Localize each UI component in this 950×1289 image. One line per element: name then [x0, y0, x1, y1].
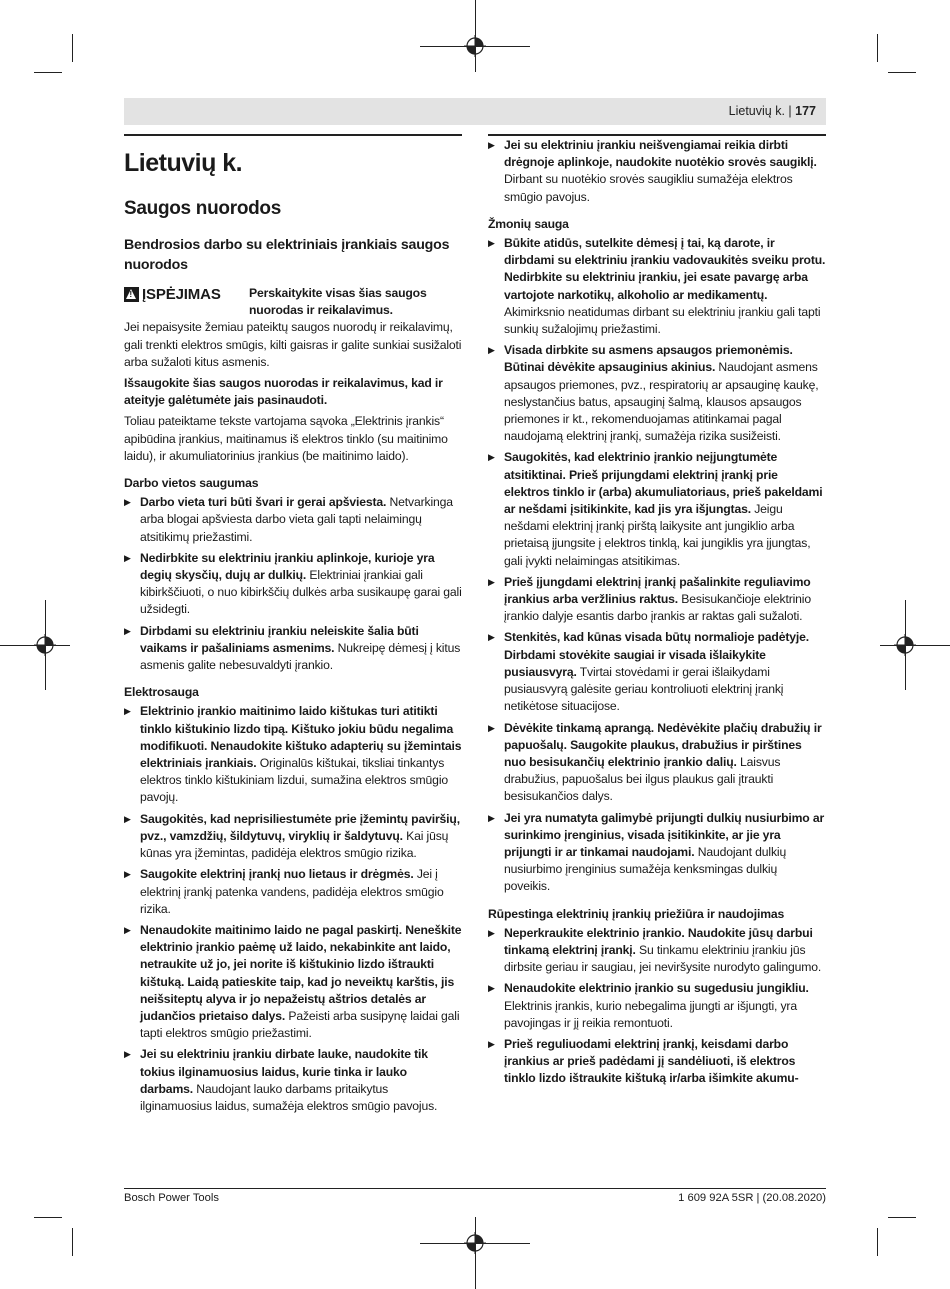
electrical-list-continued [488, 137, 826, 206]
list-item-bold: Jei su elektriniu įrankiu dirbate lauke, naudokite tik tokius ilginamuosius laidus, kurie tinka ir lauko darbams. [140, 1047, 428, 1096]
right-column [488, 134, 826, 1092]
list-item [124, 623, 462, 675]
list-item [124, 550, 462, 619]
list-item-bold: Jei yra numatyta galimybė prijungti dulkių nusiurbimo ar surinkimo įrenginius, visada įsitikinkite, ar jie yra prijungti ir ar tinkamai naudojami. [504, 810, 825, 859]
tool-care-heading: Rūpestinga elektrinių įrankių priežiūra ir naudojimas [488, 906, 785, 921]
crop-mark [34, 72, 62, 73]
list-item-bold: Prieš įjungdami elektrinį įrankį pašalinkite reguliavimo įrankius arba veržlinius raktus. [504, 574, 811, 607]
header-text: Lietuvių k. | 177 [728, 104, 816, 118]
list-item-bold: Visada dirbkite su asmens apsaugos priemonėmis. Būtinai dėvėkite apsauginius akinius. [504, 343, 793, 375]
list-item [124, 922, 462, 1042]
list-item-text: Kai jūsų kūnas yra įžemintas, padidėja elektros smūgio rizika. [140, 828, 449, 861]
list-item-bold: Darbo vieta turi būti švari ir gerai apšviesta. [140, 495, 387, 510]
list-item-text: Akimirksnio neatidumas dirbant su elektriniu įrankiu gali tapti sunkių sužalojimų priežastimi. [504, 304, 821, 337]
footer-doc-id: 1 609 92A 5SR | (20.08.2020) [678, 1192, 826, 1204]
tool-care-list [488, 925, 826, 1088]
warning-triangle-icon [124, 287, 139, 302]
list-item [124, 494, 462, 546]
list-item-text: Laisvus drabužius, papuošalus bei ilgus plaukus gali įtraukti besisukančios dalys. [504, 754, 781, 804]
general-safety-heading: Bendrosios darbo su elektriniais įrankiais saugos nuorodos [124, 237, 450, 273]
definition-text: Toliau pateiktame tekste vartojama sąvoka „Elektrinis įrankis“ apibūdina įrankius, maitinamus iš elektros tinklo (su maitinimo laidu), ir akumuliatorinius įrankius (be maitinimo laido). [124, 414, 448, 463]
list-item [124, 811, 462, 863]
list-item-bold: Dirbdami su elektriniu įrankiu neleiskite šalia būti vaikams ir pašaliniams asmenims. [140, 623, 419, 655]
list-item [124, 1046, 462, 1115]
list-item-text: Nukreipę dėmesį į kitus asmenis galite nebesuvaldyti įrankio. [140, 640, 461, 673]
list-item-text: Elektrinis įrankis, kurio nebegalima įjungti ar išjungti, yra pavojingas ir jį reikia remontuoti. [504, 998, 797, 1030]
crop-mark [877, 1228, 878, 1256]
list-item-bold: Saugokite elektrinį įrankį nuo lietaus ir drėgmės. [140, 867, 414, 882]
registration-mark-icon [894, 634, 916, 656]
list-item [488, 574, 826, 626]
crop-mark [877, 34, 878, 62]
list-item [488, 342, 826, 445]
registration-mark-icon [34, 634, 56, 656]
list-item-text: Jei į elektrinį įrankį patenka vandens, padidėja elektros smūgio rizika. [140, 867, 444, 916]
keep-notice: Išsaugokite šias saugos nuorodas ir reikalavimus, kad ir ateityje galėtumėte jais pasinaudoti. [124, 376, 443, 408]
list-item-text: Naudojant asmens apsaugos priemones, pvz., respiratorių ar apsauginę kaukę, neslystančius batus, apsauginį šalmą, klausos apsaugos priemones ir kt., rekomenduojamas atitinkamai pagal naudojamą elektrinį įrankį, sumažėja rizika susižeisti. [504, 360, 819, 444]
warning-block [124, 285, 462, 319]
list-item-text: Elektriniai įrankiai gali kibirkščiuoti, o nuo kibirkščių dulkės arba susikaupę garai gali užsidegti. [140, 568, 462, 617]
list-item-text: Pažeisti arba susipynę laidai gali tapti elektros smūgio priežastimi. [140, 1008, 460, 1041]
list-item [488, 720, 826, 806]
list-item-bold: Nedirbkite su elektriniu įrankiu aplinkoje, kurioje yra degių skysčių, dujų ar dulkių. [140, 550, 435, 583]
list-item-bold: Nenaudokite maitinimo laido ne pagal paskirtį. Neneškite elektrinio įrankio paėmę už laido, nekabinkite ant laido, netraukite už jo, jei norite iš kištukinio lizdo ištraukti kištuką. Laidą patieskite taip, kad jo neveiktų karštis, jis neišsiteptų alyva ir jo nepažeistų aštrios detalės ar judančios prietaiso dalys. [140, 922, 462, 1023]
crop-mark [34, 1217, 62, 1218]
list-item [124, 703, 462, 806]
list-item-text: Naudojant lauko darbams pritaikytus ilginamuosius laidus, sumažėja elektros smūgio pavojus. [140, 1081, 438, 1113]
footer-rule [124, 1188, 826, 1189]
warning-text: Jei nepaisysite žemiau pateiktų saugos nuorodų ir reikalavimų, gali trenkti elektros smūgis, kilti gaisras ir galite sunkiai susižaloti arba sužaloti kitus asmenis. [124, 320, 462, 369]
warning-lead-bold: Perskaitykite visas šias saugos nuorodas ir reikalavimus. [249, 286, 427, 318]
list-item-text: Besisukančioje elektrinio įrankio dalyje esantis darbo įrankis ar raktas gali sužaloti. [504, 592, 811, 624]
crop-mark [888, 1217, 916, 1218]
personal-safety-heading: Žmonių sauga [488, 216, 569, 231]
list-item-bold: Elektrinio įrankio maitinimo laido kištukas turi atitikti tinklo kištukinio lizdo tipą. Kištuko jokiu būdu negalima modifikuoti. Nenaudokite kištuko adapterių su įžemintais elektriniais įrankiais. [140, 704, 462, 771]
list-item-text: Tvirtai stovėdami ir gerai išlaikydami pusiausvyrą galėsite geriau kontroliuoti elektrinį įrankį netikėtose situacijose. [504, 664, 784, 714]
header-section: Lietuvių k. [728, 104, 785, 118]
page-title: Lietuvių k. [124, 149, 243, 177]
list-item-text: Naudojant dulkių nusiurbimo įrenginius sumažėja kenksmingas dulkių poveikis. [504, 844, 787, 894]
personal-safety-list [488, 235, 826, 896]
list-item-text: Dirbant su nuotėkio srovės saugikliu sumažėja elektros smūgio pavojus. [504, 172, 793, 204]
list-item [488, 925, 826, 977]
list-item-bold: Neperkraukite elektrinio įrankio. Naudokite jūsų darbui tinkamą elektrinį įrankį. [504, 925, 813, 957]
list-item-text: Originalūs kištukai, tiksliai tinkantys elektros tinklo kištukiniam lizdui, sumažina elektros smūgio pavojų. [140, 756, 449, 805]
list-item-text: Su tinkamu elektriniu įrankiu jūs dirbsite geriau ir saugiau, jei neviršysite nurodyto galingumo. [504, 942, 822, 975]
section-title: Saugos nuorodos [124, 198, 282, 219]
list-item [488, 235, 826, 338]
list-item [488, 810, 826, 896]
registration-mark-icon [464, 35, 486, 57]
crop-mark [72, 34, 73, 62]
list-item-bold: Nenaudokite elektrinio įrankio su sugedusiu jungikliu. [504, 981, 809, 996]
warning-label-text: ĮSPĖJIMAS [142, 286, 221, 303]
electrical-heading: Elektrosauga [124, 685, 199, 700]
list-item-bold: Dėvėkite tinkamą aprangą. Nedėvėkite plačių drabužių ir papuošalų. Saugokite plaukus, drabužius ir pirštines nuo besisukančių elektrinio įrankio dalių. [504, 720, 822, 769]
list-item-bold: Stenkitės, kad kūnas visada būtų normalioje padėtyje. Dirbdami stovėkite saugiai ir visada išlaikykite pusiausvyrą. [504, 630, 809, 679]
list-item [488, 137, 826, 206]
list-item-bold: Saugokitės, kad neprisiliestumėte prie įžemintų paviršių, pvz., vamzdžių, šildytuvų, viryklių ir šaldytuvų. [140, 811, 460, 843]
list-item-bold: Būkite atidūs, sutelkite dėmesį į tai, ką darote, ir dirbdami su elektriniu įrankiu vadovaukitės sveiku protu. Nedirbkite su elektriniu įrankiu, jei esate pavargę arba vartojote narkotikų, alkoholio ar medikamentų. [504, 236, 826, 302]
list-item-bold: Saugokitės, kad elektrinio įrankio neįjungtumėte atsitiktinai. Prieš prijungdami elektrinį įrankį prie elektros tinklo ir (arba) akumuliatoriaus, prieš pakeldami ar nešdami įsitikinkite, kad jis yra išjungtas. [504, 450, 823, 517]
footer-publisher: Bosch Power Tools [124, 1192, 219, 1204]
list-item [488, 629, 826, 715]
list-item-text: Jeigu nešdami elektrinį įrankį pirštą laikysite ant jungiklio arba prietaisą įjungsite į elektros tinklą, kai jungiklis yra įjungtas, gali įvykti nelaimingas atsitikimas. [504, 502, 811, 568]
work-area-list [124, 494, 462, 674]
electrical-list [124, 703, 462, 1115]
list-item [124, 866, 462, 918]
list-item [488, 1036, 826, 1088]
page-number: 177 [795, 104, 816, 118]
warning-label [124, 285, 249, 319]
list-item [488, 449, 826, 569]
list-item-bold: Jei su elektriniu įrankiu neišvengiamai reikia dirbti drėgnoje aplinkoje, naudokite nuotėkio srovės saugiklį. [504, 138, 817, 170]
crop-mark [888, 72, 916, 73]
work-area-heading: Darbo vietos saugumas [124, 476, 259, 491]
warning-lead [249, 285, 462, 319]
list-item [488, 980, 826, 1032]
running-header [124, 98, 826, 125]
left-column [124, 134, 462, 1119]
crop-mark [72, 1228, 73, 1256]
list-item-bold: Prieš reguliuodami elektrinį įrankį, keisdami darbo įrankius ar prieš padėdami jį sandėliuoti, iš elektros tinklo lizdo ištraukite kištuką ir/arba išimkite akumu- [504, 1036, 799, 1086]
registration-mark-icon [464, 1232, 486, 1254]
list-item-text: Netvarkinga arba blogai apšviesta darbo vieta gali tapti nelaimingų atsitikimų priežastimi. [140, 495, 453, 544]
